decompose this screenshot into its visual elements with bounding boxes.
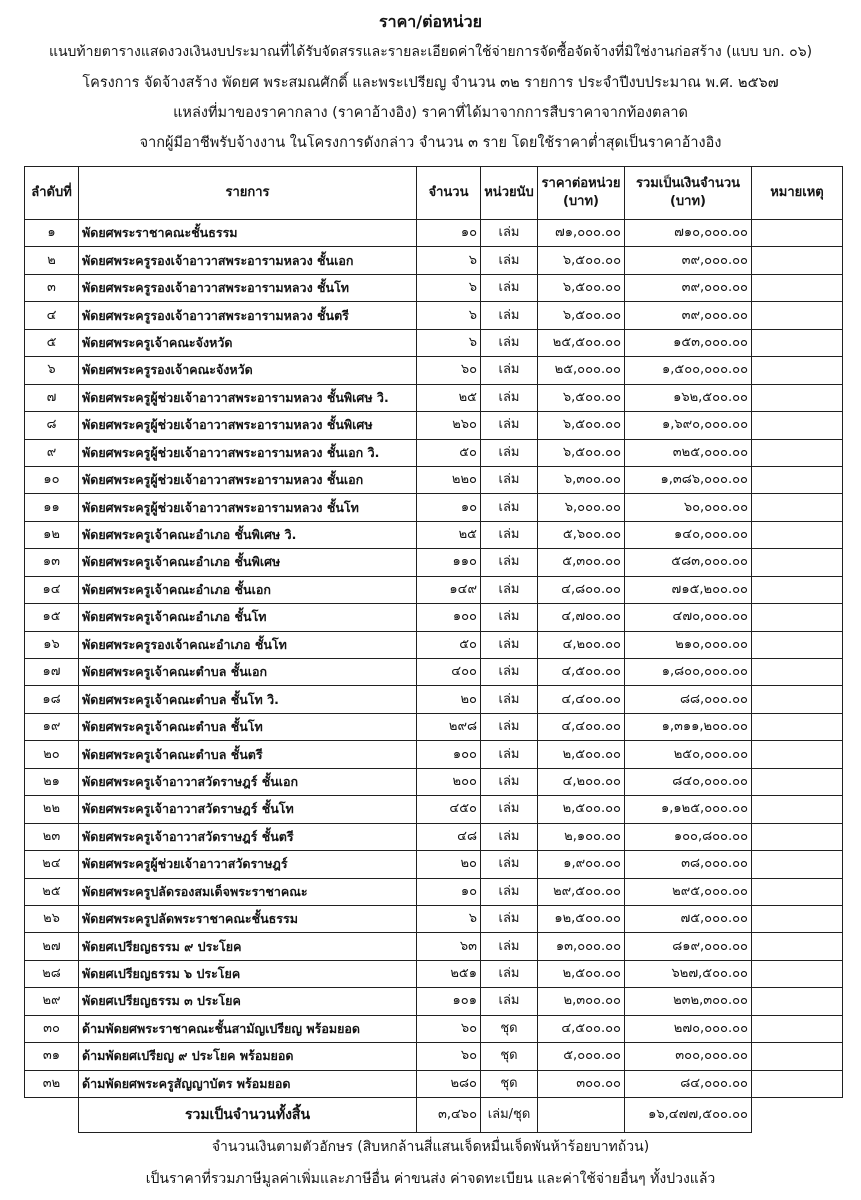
table-row	[25, 960, 843, 987]
table-row	[25, 988, 843, 1015]
total-label: รวมเป็นจำนวนทั้งสิ้น	[79, 1098, 417, 1133]
row-no: ๓๒	[25, 1070, 79, 1097]
table-row	[25, 220, 843, 247]
row-qty: ๒๐	[417, 851, 481, 878]
row-unit: ชุด	[481, 1043, 538, 1070]
row-no: ๒๐	[25, 741, 79, 768]
row-qty: ๑๐๑	[417, 988, 481, 1015]
row-unit: เล่ม	[481, 905, 538, 932]
header-item: รายการ	[79, 167, 417, 220]
row-no: ๒๔	[25, 851, 79, 878]
row-item: พัดยศพระครูเจ้าอาวาสวัดราษฎร์ ชั้นเอก	[79, 768, 417, 795]
row-item: พัดยศพระครูผู้ช่วยเจ้าอาวาสวัดราษฎร์	[79, 851, 417, 878]
row-unit: เล่ม	[481, 960, 538, 987]
row-note	[752, 988, 843, 1015]
row-price: ๒๕,๐๐๐.๐๐	[538, 357, 625, 384]
table-row	[25, 384, 843, 411]
row-note	[752, 220, 843, 247]
row-qty: ๒๙๘	[417, 713, 481, 740]
row-no: ๑๙	[25, 713, 79, 740]
row-unit: เล่ม	[481, 741, 538, 768]
table-row	[25, 631, 843, 658]
row-note	[752, 247, 843, 274]
row-price: ๔,๘๐๐.๐๐	[538, 576, 625, 603]
row-unit: ชุด	[481, 1015, 538, 1042]
row-qty: ๖	[417, 247, 481, 274]
row-note	[752, 713, 843, 740]
row-item: พัดยศพระครูผู้ช่วยเจ้าอาวาสพระอารามหลวง ชั้นโท	[79, 494, 417, 521]
row-qty: ๖	[417, 329, 481, 356]
row-item: พัดยศพระครูเจ้าคณะอำเภอ ชั้นเอก	[79, 576, 417, 603]
header-qty: จำนวน	[417, 167, 481, 220]
row-total: ๓๐๐,๐๐๐.๐๐	[625, 1043, 752, 1070]
price-table	[24, 166, 843, 1133]
row-total: ๑,๕๐๐,๐๐๐.๐๐	[625, 357, 752, 384]
row-unit: เล่ม	[481, 631, 538, 658]
row-note	[752, 659, 843, 686]
row-total: ๒๗๐,๐๐๐.๐๐	[625, 1015, 752, 1042]
header-price	[538, 167, 625, 220]
table-row	[25, 604, 843, 631]
table-row	[25, 439, 843, 466]
row-qty: ๖๐	[417, 357, 481, 384]
total-unit: เล่ม/ชุด	[481, 1098, 538, 1133]
table-row	[25, 741, 843, 768]
row-no: ๑๑	[25, 494, 79, 521]
row-no: ๒๙	[25, 988, 79, 1015]
row-total: ๒๕๐,๐๐๐.๐๐	[625, 741, 752, 768]
row-total: ๖๒๗,๕๐๐.๐๐	[625, 960, 752, 987]
row-total: ๑๔๐,๐๐๐.๐๐	[625, 521, 752, 548]
row-total: ๓๙,๐๐๐.๐๐	[625, 247, 752, 274]
row-unit: เล่ม	[481, 302, 538, 329]
row-no: ๑๖	[25, 631, 79, 658]
row-note	[752, 631, 843, 658]
row-item: พัดยศพระครูรองเจ้าคณะจังหวัด	[79, 357, 417, 384]
table-row	[25, 905, 843, 932]
row-qty: ๕๐	[417, 439, 481, 466]
row-item: พัดยศพระครูผู้ช่วยเจ้าอาวาสพระอารามหลวง ชั้นพิเศษ วิ.	[79, 384, 417, 411]
row-price: ๖,๕๐๐.๐๐	[538, 439, 625, 466]
subtitle-line-3: แหล่งที่มาของราคากลาง (ราคาอ้างอิง) ราคาที่ได้มาจากการสืบราคาจากท้องตลาด	[173, 105, 688, 121]
row-unit: เล่ม	[481, 439, 538, 466]
table-row	[25, 796, 843, 823]
table-row	[25, 521, 843, 548]
row-note	[752, 384, 843, 411]
row-item: ด้ามพัดยศพระราชาคณะชั้นสามัญเปรียญ พร้อมยอด	[79, 1015, 417, 1042]
row-total: ๑๐๐,๘๐๐.๐๐	[625, 823, 752, 850]
row-qty: ๖	[417, 905, 481, 932]
row-item: ด้ามพัดยศเปรียญ ๙ ประโยค พร้อมยอด	[79, 1043, 417, 1070]
row-note	[752, 741, 843, 768]
table-row	[25, 466, 843, 493]
row-no: ๗	[25, 384, 79, 411]
table-header-row	[25, 167, 843, 220]
table-row	[25, 494, 843, 521]
row-qty: ๑๐	[417, 878, 481, 905]
header-price-label: ราคาต่อหน่วย	[541, 176, 621, 191]
row-unit: เล่ม	[481, 220, 538, 247]
row-price: ๔,๒๐๐.๐๐	[538, 768, 625, 795]
total-amount: ๑๖,๔๗๗,๕๐๐.๐๐	[625, 1098, 752, 1133]
row-price: ๑,๙๐๐.๐๐	[538, 851, 625, 878]
table-row	[25, 302, 843, 329]
row-price: ๕,๖๐๐.๐๐	[538, 521, 625, 548]
row-price: ๔,๔๐๐.๐๐	[538, 713, 625, 740]
row-no: ๒๓	[25, 823, 79, 850]
table-row	[25, 713, 843, 740]
row-qty: ๒๐๐	[417, 768, 481, 795]
row-price: ๒,๑๐๐.๐๐	[538, 823, 625, 850]
row-price: ๕,๓๐๐.๐๐	[538, 549, 625, 576]
table-row	[25, 878, 843, 905]
table-row	[25, 933, 843, 960]
row-item: พัดยศพระครูเจ้าคณะอำเภอ ชั้นพิเศษ วิ.	[79, 521, 417, 548]
row-item: พัดยศพระครูเจ้าคณะตำบล ชั้นตรี	[79, 741, 417, 768]
table-body	[25, 220, 843, 1098]
row-no: ๓	[25, 274, 79, 301]
row-no: ๑๓	[25, 549, 79, 576]
total-qty: ๓,๔๖๐	[417, 1098, 481, 1133]
row-price: ๗๑,๐๐๐.๐๐	[538, 220, 625, 247]
row-price: ๖,๐๐๐.๐๐	[538, 494, 625, 521]
total-blank-cell	[25, 1098, 79, 1133]
row-unit: เล่ม	[481, 713, 538, 740]
row-no: ๒๗	[25, 933, 79, 960]
amount-in-words: จำนวนเงินตามตัวอักษร (สิบหกล้านสี่แสนเจ็ดหมื่นเจ็ดพันห้าร้อยบาทถ้วน)	[211, 1139, 650, 1155]
row-item: พัดยศพระครูเจ้าคณะจังหวัด	[79, 329, 417, 356]
row-item: พัดยศพระราชาคณะชั้นธรรม	[79, 220, 417, 247]
row-no: ๓๑	[25, 1043, 79, 1070]
row-total: ๒๓๒,๓๐๐.๐๐	[625, 988, 752, 1015]
row-unit: เล่ม	[481, 878, 538, 905]
row-note	[752, 1015, 843, 1042]
row-note	[752, 302, 843, 329]
row-qty: ๑๔๙	[417, 576, 481, 603]
row-unit: เล่ม	[481, 988, 538, 1015]
row-price: ๒,๕๐๐.๐๐	[538, 960, 625, 987]
row-total: ๑๖๒,๕๐๐.๐๐	[625, 384, 752, 411]
table-row	[25, 823, 843, 850]
row-total: ๑,๖๙๐,๐๐๐.๐๐	[625, 412, 752, 439]
row-note	[752, 933, 843, 960]
row-no: ๑๒	[25, 521, 79, 548]
row-total: ๓๙,๐๐๐.๐๐	[625, 274, 752, 301]
row-item: ด้ามพัดยศพระครูสัญญาบัตร พร้อมยอด	[79, 1070, 417, 1097]
row-qty: ๒๕๑	[417, 960, 481, 987]
row-total: ๑,๓๑๑,๒๐๐.๐๐	[625, 713, 752, 740]
table-row	[25, 329, 843, 356]
row-note	[752, 494, 843, 521]
row-unit: ชุด	[481, 1070, 538, 1097]
row-price: ๒,๓๐๐.๐๐	[538, 988, 625, 1015]
row-note	[752, 1070, 843, 1097]
row-unit: เล่ม	[481, 274, 538, 301]
row-qty: ๒๘๐	[417, 1070, 481, 1097]
row-no: ๑	[25, 220, 79, 247]
row-price: ๒,๕๐๐.๐๐	[538, 796, 625, 823]
row-price: ๖,๕๐๐.๐๐	[538, 274, 625, 301]
row-note	[752, 878, 843, 905]
row-unit: เล่ม	[481, 549, 538, 576]
row-unit: เล่ม	[481, 412, 538, 439]
row-total: ๑,๘๐๐,๐๐๐.๐๐	[625, 659, 752, 686]
row-note	[752, 521, 843, 548]
row-item: พัดยศเปรียญธรรม ๙ ประโยค	[79, 933, 417, 960]
row-price: ๕,๐๐๐.๐๐	[538, 1043, 625, 1070]
row-note	[752, 905, 843, 932]
row-price: ๑๒,๕๐๐.๐๐	[538, 905, 625, 932]
row-price: ๖,๕๐๐.๐๐	[538, 247, 625, 274]
row-qty: ๔๘	[417, 823, 481, 850]
total-row	[25, 1098, 843, 1133]
row-item: พัดยศพระครูรองเจ้าคณะอำเภอ ชั้นโท	[79, 631, 417, 658]
row-total: ๖๐,๐๐๐.๐๐	[625, 494, 752, 521]
row-unit: เล่ม	[481, 494, 538, 521]
row-no: ๑๘	[25, 686, 79, 713]
header-total-unit: (บาท)	[669, 194, 706, 209]
total-blank-note	[752, 1098, 843, 1133]
row-price: ๔,๒๐๐.๐๐	[538, 631, 625, 658]
row-note	[752, 576, 843, 603]
table-row	[25, 1043, 843, 1070]
row-unit: เล่ม	[481, 329, 538, 356]
row-no: ๒๒	[25, 796, 79, 823]
row-item: พัดยศพระครูเจ้าคณะอำเภอ ชั้นพิเศษ	[79, 549, 417, 576]
row-total: ๓๘,๐๐๐.๐๐	[625, 851, 752, 878]
row-total: ๘๔๐,๐๐๐.๐๐	[625, 768, 752, 795]
row-no: ๒๖	[25, 905, 79, 932]
row-item: พัดยศพระครูรองเจ้าอาวาสพระอารามหลวง ชั้นโท	[79, 274, 417, 301]
row-total: ๒๑๐,๐๐๐.๐๐	[625, 631, 752, 658]
header-unit: หน่วยนับ	[481, 167, 538, 220]
row-note	[752, 329, 843, 356]
row-unit: เล่ม	[481, 933, 538, 960]
row-price: ๒,๕๐๐.๐๐	[538, 741, 625, 768]
row-total: ๒๙๕,๐๐๐.๐๐	[625, 878, 752, 905]
row-note	[752, 823, 843, 850]
row-price: ๖,๕๐๐.๐๐	[538, 384, 625, 411]
table-row	[25, 357, 843, 384]
row-no: ๑๔	[25, 576, 79, 603]
row-total: ๕๘๓,๐๐๐.๐๐	[625, 549, 752, 576]
row-no: ๒	[25, 247, 79, 274]
row-price: ๔,๗๐๐.๐๐	[538, 604, 625, 631]
header-note: หมายเหตุ	[752, 167, 843, 220]
row-total: ๑๕๓,๐๐๐.๐๐	[625, 329, 752, 356]
table-row	[25, 274, 843, 301]
row-unit: เล่ม	[481, 357, 538, 384]
table-row	[25, 851, 843, 878]
row-no: ๑๕	[25, 604, 79, 631]
subtitle-line-1: แนบท้ายตารางแสดงวงเงินงบประมาณที่ได้รับจัดสรรและรายละเอียดค่าใช้จ่ายการจัดซื้อจัดจ้างที่มิใช่งานก่อสร้าง (แบบ บก. ๐๖)	[48, 44, 813, 60]
row-total: ๗๑๐,๐๐๐.๐๐	[625, 220, 752, 247]
row-total: ๘๑๙,๐๐๐.๐๐	[625, 933, 752, 960]
row-note	[752, 960, 843, 987]
price-inclusion-note: เป็นราคาที่รวมภาษีมูลค่าเพิ่มและภาษีอื่น ค่าขนส่ง ค่าจดทะเบียน และค่าใช้จ่ายอื่นๆ ทั้งปวงแล้ว	[145, 1171, 716, 1187]
row-no: ๔	[25, 302, 79, 329]
table-row	[25, 1070, 843, 1097]
row-item: พัดยศพระครูผู้ช่วยเจ้าอาวาสพระอารามหลวง ชั้นเอก	[79, 466, 417, 493]
row-item: พัดยศพระครูรองเจ้าอาวาสพระอารามหลวง ชั้นเอก	[79, 247, 417, 274]
table-row	[25, 412, 843, 439]
table-row	[25, 576, 843, 603]
row-unit: เล่ม	[481, 576, 538, 603]
row-note	[752, 439, 843, 466]
row-unit: เล่ม	[481, 604, 538, 631]
row-unit: เล่ม	[481, 823, 538, 850]
row-unit: เล่ม	[481, 521, 538, 548]
row-no: ๒๘	[25, 960, 79, 987]
subtitle-line-4: จากผู้มีอาชีพรับจ้างงาน ในโครงการดังกล่าว จำนวน ๓ ราย โดยใช้ราคาต่ำสุดเป็นราคาอ้างอิง	[139, 135, 722, 151]
row-unit: เล่ม	[481, 796, 538, 823]
row-total: ๘๔,๐๐๐.๐๐	[625, 1070, 752, 1097]
table-row	[25, 768, 843, 795]
row-total: ๑,๑๒๕,๐๐๐.๐๐	[625, 796, 752, 823]
row-no: ๒๕	[25, 878, 79, 905]
row-price: ๒๕,๕๐๐.๐๐	[538, 329, 625, 356]
row-item: พัดยศพระครูผู้ช่วยเจ้าอาวาสพระอารามหลวง ชั้นเอก วิ.	[79, 439, 417, 466]
header-total	[625, 167, 752, 220]
row-price: ๒๙,๕๐๐.๐๐	[538, 878, 625, 905]
row-no: ๕	[25, 329, 79, 356]
row-item: พัดยศพระครูปลัดรองสมเด็จพระราชาคณะ	[79, 878, 417, 905]
row-unit: เล่ม	[481, 247, 538, 274]
row-item: พัดยศพระครูปลัดพระราชาคณะชั้นธรรม	[79, 905, 417, 932]
header-price-unit: (บาท)	[562, 194, 599, 209]
table-row	[25, 1015, 843, 1042]
row-item: พัดยศพระครูเจ้าคณะตำบล ชั้นเอก	[79, 659, 417, 686]
row-qty: ๑๐	[417, 494, 481, 521]
subtitle-line-2: โครงการ จัดจ้างสร้าง พัดยศ พระสมณศักดิ์ และพระเปรียญ จำนวน ๓๒ รายการ ประจำปีงบประมาณ พ.ศ. ๒๕๖๗	[82, 75, 779, 91]
row-note	[752, 1043, 843, 1070]
row-unit: เล่ม	[481, 768, 538, 795]
row-total: ๑,๓๘๖,๐๐๐.๐๐	[625, 466, 752, 493]
row-qty: ๖๐	[417, 1015, 481, 1042]
row-unit: เล่ม	[481, 466, 538, 493]
row-qty: ๒๕	[417, 384, 481, 411]
row-note	[752, 549, 843, 576]
row-no: ๑๗	[25, 659, 79, 686]
row-qty: ๒๒๐	[417, 466, 481, 493]
row-no: ๘	[25, 412, 79, 439]
row-qty: ๔๕๐	[417, 796, 481, 823]
row-item: พัดยศพระครูเจ้าคณะอำเภอ ชั้นโท	[79, 604, 417, 631]
table-row	[25, 686, 843, 713]
total-price-empty	[538, 1098, 625, 1133]
row-total: ๘๘,๐๐๐.๐๐	[625, 686, 752, 713]
row-price: ๖,๕๐๐.๐๐	[538, 412, 625, 439]
table-row	[25, 659, 843, 686]
row-total: ๓๙,๐๐๐.๐๐	[625, 302, 752, 329]
table-row	[25, 247, 843, 274]
row-unit: เล่ม	[481, 384, 538, 411]
row-note	[752, 604, 843, 631]
row-total: ๓๒๕,๐๐๐.๐๐	[625, 439, 752, 466]
row-qty: ๒๖๐	[417, 412, 481, 439]
row-unit: เล่ม	[481, 659, 538, 686]
row-price: ๔,๕๐๐.๐๐	[538, 1015, 625, 1042]
row-no: ๙	[25, 439, 79, 466]
row-no: ๖	[25, 357, 79, 384]
row-total: ๔๗๐,๐๐๐.๐๐	[625, 604, 752, 631]
row-no: ๓๐	[25, 1015, 79, 1042]
row-qty: ๖	[417, 302, 481, 329]
row-price: ๔,๔๐๐.๐๐	[538, 686, 625, 713]
row-qty: ๔๐๐	[417, 659, 481, 686]
row-no: ๑๐	[25, 466, 79, 493]
row-qty: ๑๐๐	[417, 741, 481, 768]
row-unit: เล่ม	[481, 851, 538, 878]
table-row	[25, 549, 843, 576]
row-item: พัดยศพระครูเจ้าอาวาสวัดราษฎร์ ชั้นตรี	[79, 823, 417, 850]
row-qty: ๒๐	[417, 686, 481, 713]
row-item: พัดยศพระครูเจ้าคณะตำบล ชั้นโท วิ.	[79, 686, 417, 713]
row-price: ๖,๓๐๐.๐๐	[538, 466, 625, 493]
row-total: ๗๕,๐๐๐.๐๐	[625, 905, 752, 932]
row-qty: ๖	[417, 274, 481, 301]
row-unit: เล่ม	[481, 686, 538, 713]
row-item: พัดยศเปรียญธรรม ๓ ประโยค	[79, 988, 417, 1015]
row-note	[752, 796, 843, 823]
row-note	[752, 768, 843, 795]
header-no: ลำดับที่	[25, 167, 79, 220]
row-note	[752, 851, 843, 878]
row-price: ๑๓,๐๐๐.๐๐	[538, 933, 625, 960]
row-price: ๓๐๐.๐๐	[538, 1070, 625, 1097]
row-qty: ๒๕	[417, 521, 481, 548]
row-note	[752, 274, 843, 301]
row-qty: ๖๓	[417, 933, 481, 960]
row-price: ๔,๕๐๐.๐๐	[538, 659, 625, 686]
row-note	[752, 412, 843, 439]
document-title: ราคา/ต่อหน่วย	[379, 12, 482, 31]
row-note	[752, 357, 843, 384]
row-item: พัดยศพระครูผู้ช่วยเจ้าอาวาสพระอารามหลวง ชั้นพิเศษ	[79, 412, 417, 439]
row-item: พัดยศพระครูรองเจ้าอาวาสพระอารามหลวง ชั้นตรี	[79, 302, 417, 329]
row-no: ๒๑	[25, 768, 79, 795]
row-qty: ๑๐๐	[417, 604, 481, 631]
row-qty: ๖๐	[417, 1043, 481, 1070]
row-qty: ๕๐	[417, 631, 481, 658]
row-item: พัดยศเปรียญธรรม ๖ ประโยค	[79, 960, 417, 987]
row-note	[752, 466, 843, 493]
row-qty: ๑๐	[417, 220, 481, 247]
row-total: ๗๑๕,๒๐๐.๐๐	[625, 576, 752, 603]
row-note	[752, 686, 843, 713]
row-qty: ๑๑๐	[417, 549, 481, 576]
header-total-label: รวมเป็นเงินจำนวน	[635, 176, 741, 191]
row-item: พัดยศพระครูเจ้าอาวาสวัดราษฎร์ ชั้นโท	[79, 796, 417, 823]
row-item: พัดยศพระครูเจ้าคณะตำบล ชั้นโท	[79, 713, 417, 740]
row-price: ๖,๕๐๐.๐๐	[538, 302, 625, 329]
